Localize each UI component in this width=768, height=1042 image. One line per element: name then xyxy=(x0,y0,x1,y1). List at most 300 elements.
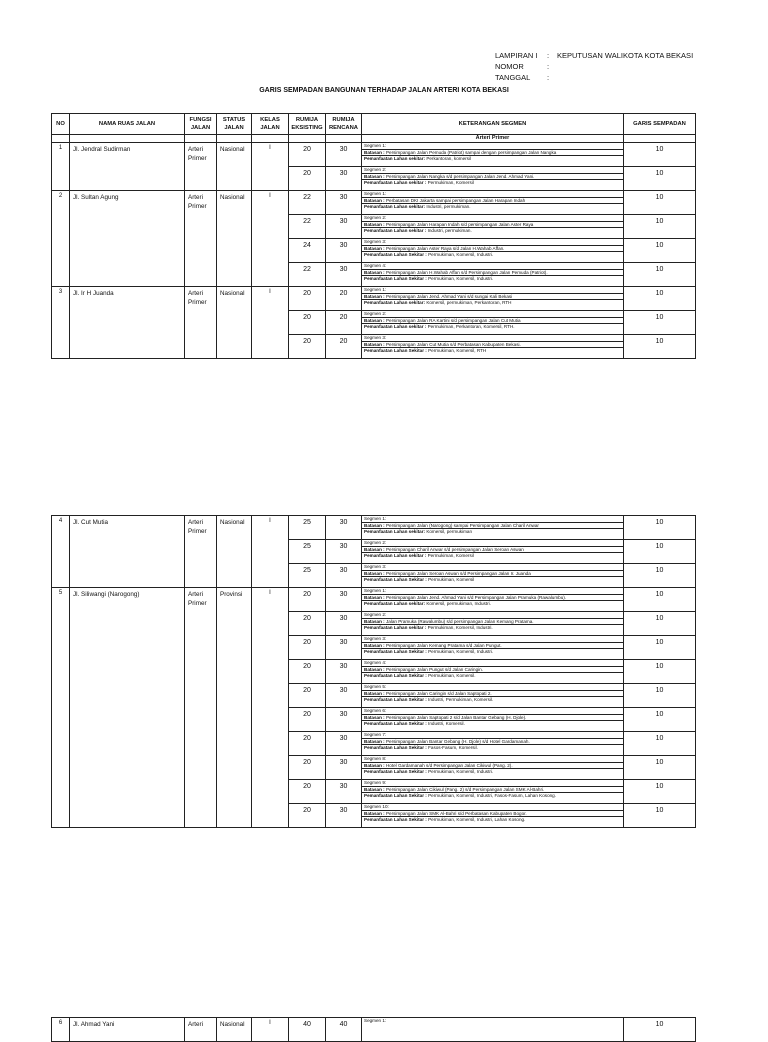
segment-pemanfaatan xyxy=(362,156,623,162)
segment-batasan xyxy=(362,571,623,578)
rumija-rencana: 30 xyxy=(326,756,362,780)
rumija-eksisting: 20 xyxy=(289,335,326,359)
segment-batasan xyxy=(362,318,623,325)
batasan-label: Batasan : xyxy=(364,317,385,323)
road-status: Nasional xyxy=(217,287,252,359)
pemanfaatan-label: Pemanfaatan Lahan sekitar: xyxy=(364,300,426,306)
garis-sempadan: 10 xyxy=(624,708,696,732)
segment-pemanfaatan xyxy=(362,228,623,234)
batasan-label: Batasan : xyxy=(364,269,385,275)
empty-cell xyxy=(326,135,362,143)
column-header: KELAS JALAN xyxy=(252,114,289,135)
road-name: Jl. Cut Mutia xyxy=(70,516,185,588)
pemanfaatan-label: Pemanfaatan Lahan Sekitar : xyxy=(364,348,427,354)
road-function: Arteri Primer xyxy=(185,588,217,828)
batasan-text: Persimpangan Jalan Kemang Pratama s/d Jalan Pungut. xyxy=(385,642,502,648)
table-row xyxy=(52,1018,696,1042)
pemanfaatan-label: Pemanfaatan Lahan Sekitar : xyxy=(364,769,427,775)
pemanfaatan-label: Pemanfaatan Lahan sekitar : xyxy=(364,324,427,330)
pemanfaatan-text: Industri, Komersil. xyxy=(428,721,465,727)
batasan-text: Persimpangan Jalan SMK Al-Bahri s/d Perbatasan Kabupaten Bogor. xyxy=(385,810,527,816)
rumija-eksisting: 25 xyxy=(289,564,326,588)
pemanfaatan-text: Fasos-Fasum, Komersil. xyxy=(428,745,478,751)
rumija-eksisting: 20 xyxy=(289,732,326,756)
segment-label: Segmen 8: xyxy=(362,756,623,763)
segment-description xyxy=(362,143,624,167)
segment-label: Segmen 3: xyxy=(362,636,623,643)
pemanfaatan-text: Permukiman, Komersil, Industri. xyxy=(428,252,494,258)
batasan-label: Batasan : xyxy=(364,149,385,155)
nomor-label: NOMOR xyxy=(495,62,524,71)
segment-description xyxy=(362,732,624,756)
road-number: 4 xyxy=(52,516,70,588)
pemanfaatan-label: Pemanfaatan Lahan sekitar: xyxy=(364,156,426,162)
segment-description xyxy=(362,516,624,540)
pemanfaatan-text: Komersil, permukiman, Perkantoran, RTH xyxy=(426,300,512,306)
segment-pemanfaatan xyxy=(362,553,623,559)
road-name: Jl. Ahmad Yani xyxy=(70,1018,185,1042)
batasan-label: Batasan : xyxy=(364,810,385,816)
column-header: RUMIJA RENCANA xyxy=(326,114,362,135)
segment-description xyxy=(362,263,624,287)
pemanfaatan-label: Pemanfaatan Lahan sekitar : xyxy=(364,625,427,631)
segment-description xyxy=(362,804,624,828)
garis-sempadan: 10 xyxy=(624,239,696,263)
segment-pemanfaatan xyxy=(362,745,623,751)
column-header: NO xyxy=(52,114,70,135)
batasan-text: Persimpangan Jalan RA Kartini s/d persimpangan Jalan Cut Mutia xyxy=(385,317,521,323)
segment-pemanfaatan xyxy=(362,180,623,186)
segment-label: Segmen 4: xyxy=(362,263,623,270)
arteri-primer-subheader: Arteri Primer xyxy=(362,135,624,143)
pemanfaatan-label: Pemanfaatan Lahan Sekitar : xyxy=(364,252,427,258)
garis-sempadan: 10 xyxy=(624,1018,696,1042)
road-function: Arteri Primer xyxy=(185,143,217,191)
segment-description xyxy=(362,564,624,588)
batasan-label: Batasan : xyxy=(364,341,385,347)
pemanfaatan-label: Pemanfaatan Lahan sekitar: xyxy=(364,529,426,535)
segment-pemanfaatan xyxy=(362,817,623,823)
segment-label: Segmen 2: xyxy=(362,612,623,619)
table-row xyxy=(52,143,696,167)
road-number: 5 xyxy=(52,588,70,828)
pemanfaatan-text: Komersil, permukiman, Industri. xyxy=(426,601,491,607)
subheader-row xyxy=(52,135,696,143)
rumija-rencana: 20 xyxy=(326,287,362,311)
segment-batasan xyxy=(362,763,623,770)
pemanfaatan-text: Permukiman, Komersil, Industri. xyxy=(428,769,494,775)
pemanfaatan-label: Pemanfaatan Lahan sekitar : xyxy=(364,180,427,186)
rumija-rencana: 40 xyxy=(326,1018,362,1042)
road-class: I xyxy=(252,287,289,359)
pemanfaatan-label: Pemanfaatan Lahan Sekitar : xyxy=(364,697,427,703)
rumija-eksisting: 22 xyxy=(289,191,326,215)
segment-batasan xyxy=(362,595,623,602)
road-class: I xyxy=(252,1018,289,1042)
road-number: 2 xyxy=(52,191,70,287)
garis-sempadan: 10 xyxy=(624,191,696,215)
rumija-rencana: 30 xyxy=(326,516,362,540)
segment-label: Segmen 10: xyxy=(362,804,623,811)
road-name: Jl. Jendral Sudirman xyxy=(70,143,185,191)
batasan-text: Persimpangan Jalan Seroan Aswan s/d Persimpangan Jalan Ir. Juanda xyxy=(385,570,531,576)
road-class: I xyxy=(252,191,289,287)
batasan-text: Persimpangan Jalan Jend. Ahmad Yani s/d sungai Kali Bekasi xyxy=(385,293,513,299)
rumija-rencana: 30 xyxy=(326,684,362,708)
batasan-label: Batasan : xyxy=(364,245,385,251)
segment-batasan xyxy=(362,739,623,746)
segment-description xyxy=(362,287,624,311)
tanggal-label: TANGGAL xyxy=(495,73,531,82)
batasan-text: Persimpangan Jalan Pemuda (Patriot) sampai dengan persimpangan Jalan Nangka xyxy=(385,149,557,155)
segment-label: Segmen 1: xyxy=(362,287,623,294)
segment-description xyxy=(362,540,624,564)
segment-pemanfaatan xyxy=(362,252,623,258)
segment-label: Segmen 1: xyxy=(362,516,623,523)
rumija-eksisting: 24 xyxy=(289,239,326,263)
empty-cell xyxy=(70,135,185,143)
batasan-label: Batasan : xyxy=(364,690,385,696)
batasan-label: Batasan : xyxy=(364,221,385,227)
segment-pemanfaatan xyxy=(362,649,623,655)
rumija-eksisting: 22 xyxy=(289,263,326,287)
segment-table xyxy=(51,1017,696,1042)
segment-batasan xyxy=(362,222,623,229)
segment-description xyxy=(362,167,624,191)
segment-description xyxy=(362,311,624,335)
rumija-eksisting: 25 xyxy=(289,540,326,564)
segment-description xyxy=(362,684,624,708)
segment-label: Segmen 2: xyxy=(362,215,623,222)
pemanfaatan-text: Permukiman, Komersil, Industri. xyxy=(428,276,494,282)
garis-sempadan: 10 xyxy=(624,612,696,636)
segment-label: Segmen 2: xyxy=(362,167,623,174)
rumija-eksisting: 40 xyxy=(289,1018,326,1042)
empty-cell xyxy=(624,135,696,143)
segment-pemanfaatan xyxy=(362,577,623,583)
segment-label: Segmen 5: xyxy=(362,684,623,691)
segment-table xyxy=(51,515,696,828)
road-function: Arteri Primer xyxy=(185,516,217,588)
segment-description xyxy=(362,756,624,780)
table-row xyxy=(52,287,696,311)
rumija-rencana: 30 xyxy=(326,636,362,660)
rumija-rencana: 30 xyxy=(326,708,362,732)
segment-description xyxy=(362,1018,624,1042)
rumija-rencana: 30 xyxy=(326,239,362,263)
segment-pemanfaatan xyxy=(362,276,623,282)
segment-description xyxy=(362,239,624,263)
rumija-rencana: 30 xyxy=(326,588,362,612)
table-row xyxy=(52,588,696,612)
rumija-eksisting: 20 xyxy=(289,167,326,191)
segment-batasan xyxy=(362,619,623,626)
road-name: Jl. Siliwangi (Narogong) xyxy=(70,588,185,828)
column-header: KETERANGAN SEGMEN xyxy=(362,114,624,135)
garis-sempadan: 10 xyxy=(624,588,696,612)
garis-sempadan: 10 xyxy=(624,311,696,335)
rumija-eksisting: 20 xyxy=(289,708,326,732)
pemanfaatan-label: Pemanfaatan Lahan Sekitar : xyxy=(364,649,427,655)
segment-pemanfaatan xyxy=(362,324,623,330)
rumija-rencana: 30 xyxy=(326,732,362,756)
lampiran-label: LAMPIRAN I xyxy=(495,51,538,60)
garis-sempadan: 10 xyxy=(624,660,696,684)
batasan-text: Persimpangan Jalan Jend. Ahmad Yani s/d Persimpangan Jalan Pramuka (Rawalumbu). xyxy=(385,594,567,600)
rumija-rencana: 30 xyxy=(326,540,362,564)
garis-sempadan: 10 xyxy=(624,167,696,191)
segment-pemanfaatan xyxy=(362,300,623,306)
segment-batasan xyxy=(362,150,623,157)
garis-sempadan: 10 xyxy=(624,732,696,756)
pemanfaatan-text: Komersil, permukiman xyxy=(426,529,473,535)
segment-batasan xyxy=(362,787,623,794)
document-title: GARIS SEMPADAN BANGUNAN TERHADAP JALAN ARTERI KOTA BEKASI xyxy=(259,87,509,94)
pemanfaatan-label: Pemanfaatan Lahan Sekitar : xyxy=(364,745,427,751)
rumija-eksisting: 20 xyxy=(289,143,326,167)
segment-label: Segmen 4: xyxy=(362,660,623,667)
column-header: RUMIJA EKSISTING xyxy=(289,114,326,135)
rumija-rencana: 30 xyxy=(326,780,362,804)
segment-batasan xyxy=(362,246,623,253)
batasan-text: Persimpangan Jalan H.Wahab Affan s/d Persimpangan Jalan Pemuda (Patriot). xyxy=(385,269,548,275)
segment-label: Segmen 3: xyxy=(362,239,623,246)
segment-pemanfaatan xyxy=(362,697,623,703)
rumija-eksisting: 20 xyxy=(289,588,326,612)
pemanfaatan-text: Permukiman, Komersil, Industri. xyxy=(427,625,493,631)
pemanfaatan-text: Perkantoran, komersil xyxy=(426,156,471,162)
pemanfaatan-label: Pemanfaatan Lahan Sekitar : xyxy=(364,817,427,823)
segment-pemanfaatan xyxy=(362,204,623,210)
road-function: Arteri Primer xyxy=(185,191,217,287)
segment-description xyxy=(362,215,624,239)
rumija-rencana: 30 xyxy=(326,564,362,588)
segment-batasan xyxy=(362,174,623,181)
empty-cell xyxy=(252,135,289,143)
segment-pemanfaatan xyxy=(362,625,623,631)
segment-label: Segmen 2: xyxy=(362,311,623,318)
batasan-text: Perbatasan DKI Jakarta sampai persimpangan Jalan Harapan Indah xyxy=(385,197,526,203)
segment-label: Segmen 6: xyxy=(362,708,623,715)
segment-batasan xyxy=(362,294,623,301)
batasan-text: Jalan Pramuka (Rawalumbu) s/d persimpangan Jalan Kemang Pratama. xyxy=(385,618,534,624)
road-number: 6 xyxy=(52,1018,70,1042)
garis-sempadan: 10 xyxy=(624,263,696,287)
pemanfaatan-text: Permukiman, Komersil xyxy=(427,180,474,186)
segment-label: Segmen 3: xyxy=(362,564,623,571)
batasan-text: Persimpangan Jalan Nangka s/d persimpangan Jalan Jend. Ahmad Yani. xyxy=(385,173,535,179)
garis-sempadan: 10 xyxy=(624,287,696,311)
rumija-eksisting: 20 xyxy=(289,287,326,311)
batasan-label: Batasan : xyxy=(364,666,385,672)
lampiran-value: KEPUTUSAN WALIKOTA KOTA BEKASI xyxy=(557,51,694,60)
batasan-label: Batasan : xyxy=(364,714,385,720)
batasan-label: Batasan : xyxy=(364,522,385,528)
segment-batasan xyxy=(362,811,623,818)
pemanfaatan-text: Industri, permukiman. xyxy=(426,204,471,210)
batasan-text: Persimpangan Jalan Caringin s/d Jalan Saptopati 2. xyxy=(385,690,492,696)
batasan-text: Persimpangan Jalan Saptopati 2 s/d Jalan Bantar Gebang (H. Djole). xyxy=(385,714,527,720)
segment-description xyxy=(362,335,624,359)
rumija-eksisting: 25 xyxy=(289,516,326,540)
segment-label: Segmen 1: xyxy=(364,1018,387,1023)
batasan-label: Batasan : xyxy=(364,570,385,576)
garis-sempadan: 10 xyxy=(624,143,696,167)
segment-batasan xyxy=(362,198,623,205)
rumija-eksisting: 20 xyxy=(289,780,326,804)
segment-pemanfaatan xyxy=(362,673,623,679)
pemanfaatan-label: Pemanfaatan Lahan sekitar : xyxy=(364,228,427,234)
garis-sempadan: 10 xyxy=(624,564,696,588)
segment-pemanfaatan xyxy=(362,769,623,775)
pemanfaatan-text: Permukiman, Komersil. xyxy=(428,673,476,679)
pemanfaatan-label: Pemanfaatan Lahan Sekitar : xyxy=(364,793,427,799)
rumija-eksisting: 20 xyxy=(289,636,326,660)
batasan-text: Persimpangan Jalan Harapan Indah s/d persimpangan Jalan Aster Raya xyxy=(385,221,534,227)
segment-batasan xyxy=(362,715,623,722)
rumija-rencana: 30 xyxy=(326,804,362,828)
batasan-label: Batasan : xyxy=(364,738,385,744)
garis-sempadan: 10 xyxy=(624,215,696,239)
pemanfaatan-text: Permukiman, Komersil xyxy=(427,553,474,559)
segment-label: Segmen 7: xyxy=(362,732,623,739)
pemanfaatan-label: Pemanfaatan Lahan Sekitar : xyxy=(364,673,427,679)
segment-description xyxy=(362,780,624,804)
table-row xyxy=(52,516,696,540)
segment-table xyxy=(51,113,696,359)
garis-sempadan: 10 xyxy=(624,804,696,828)
segment-batasan xyxy=(362,691,623,698)
batasan-label: Batasan : xyxy=(364,546,385,552)
road-number: 3 xyxy=(52,287,70,359)
batasan-label: Batasan : xyxy=(364,197,385,203)
pemanfaatan-text: Permukiman, Komersil xyxy=(428,577,475,583)
segment-pemanfaatan xyxy=(362,721,623,727)
batasan-text: Persimpangan Jalan Cut Mutia s/d Perbatasan Kabupaten Bekasi. xyxy=(385,341,521,347)
batasan-text: Persimpangan Jalan Pungut s/d Jalan Caringin. xyxy=(385,666,484,672)
pemanfaatan-label: Pemanfaatan Lahan sekitar: xyxy=(364,601,426,607)
rumija-eksisting: 20 xyxy=(289,660,326,684)
rumija-eksisting: 20 xyxy=(289,756,326,780)
rumija-eksisting: 20 xyxy=(289,612,326,636)
batasan-label: Batasan : xyxy=(364,786,385,792)
rumija-rencana: 30 xyxy=(326,215,362,239)
rumija-rencana: 30 xyxy=(326,191,362,215)
road-status: Nasional xyxy=(217,1018,252,1042)
document-header: LAMPIRAN I : KEPUTUSAN WALIKOTA KOTA BEKASI NOMOR : TANGGAL : xyxy=(495,51,694,82)
column-header: GARIS SEMPADAN xyxy=(624,114,696,135)
garis-sempadan: 10 xyxy=(624,780,696,804)
batasan-text: Persimpangan Jalan (Narogong) sampai Persimpangan Jalan Charil Anwar xyxy=(385,522,539,528)
segment-pemanfaatan xyxy=(362,529,623,535)
batasan-label: Batasan : xyxy=(364,173,385,179)
batasan-label: Batasan : xyxy=(364,642,385,648)
segment-label: Segmen 1: xyxy=(362,191,623,198)
rumija-rencana: 30 xyxy=(326,143,362,167)
pemanfaatan-text: Permukiman, Komersil, Industri. xyxy=(428,649,494,655)
segment-label: Segmen 1: xyxy=(362,588,623,595)
road-class: I xyxy=(252,143,289,191)
road-class: I xyxy=(252,516,289,588)
road-status: Nasional xyxy=(217,191,252,287)
batasan-label: Batasan : xyxy=(364,293,385,299)
column-header: STATUS JALAN xyxy=(217,114,252,135)
road-status: Nasional xyxy=(217,516,252,588)
pemanfaatan-label: Pemanfaatan Lahan Sekitar : xyxy=(364,577,427,583)
batasan-label: Batasan : xyxy=(364,594,385,600)
segment-batasan xyxy=(362,523,623,530)
rumija-rencana: 30 xyxy=(326,660,362,684)
empty-cell xyxy=(52,135,70,143)
pemanfaatan-label: Pemanfaatan Lahan Sekitar : xyxy=(364,276,427,282)
batasan-text: Persimpangan Jalan Cikiwul (Pang. 2) s/d Persimpangan Jalan SMK Al-Bahri. xyxy=(385,786,545,792)
segment-batasan xyxy=(362,547,623,554)
empty-cell xyxy=(185,135,217,143)
batasan-text: Persimpangan Charil Anwar s/d persimpangan Jalan Seroan Aswan xyxy=(385,546,524,552)
rumija-eksisting: 20 xyxy=(289,684,326,708)
rumija-eksisting: 20 xyxy=(289,311,326,335)
rumija-eksisting: 22 xyxy=(289,215,326,239)
rumija-eksisting: 20 xyxy=(289,804,326,828)
rumija-rencana: 30 xyxy=(326,263,362,287)
road-number: 1 xyxy=(52,143,70,191)
segment-batasan xyxy=(362,667,623,674)
garis-sempadan: 10 xyxy=(624,636,696,660)
segment-description xyxy=(362,191,624,215)
pemanfaatan-text: Permukiman, Komersil, Industri, Lahan Kosong. xyxy=(428,817,526,823)
table-row xyxy=(52,191,696,215)
pemanfaatan-label: Pemanfaatan Lahan sekitar : xyxy=(364,553,427,559)
road-name: Jl. Ir H Juanda xyxy=(70,287,185,359)
road-status: Nasional xyxy=(217,143,252,191)
rumija-rencana: 20 xyxy=(326,311,362,335)
road-name: Jl. Sultan Agung xyxy=(70,191,185,287)
segment-description xyxy=(362,588,624,612)
segment-label: Segmen 2: xyxy=(362,540,623,547)
pemanfaatan-label: Pemanfaatan Lahan sekitar: xyxy=(364,204,426,210)
table-header-row xyxy=(52,114,696,135)
road-class: I xyxy=(252,588,289,828)
segment-label: Segmen 9: xyxy=(362,780,623,787)
segment-description xyxy=(362,708,624,732)
pemanfaatan-text: Permukiman, Komersil, RTH xyxy=(428,348,487,354)
road-function: Arteri Primer xyxy=(185,287,217,359)
segment-pemanfaatan xyxy=(362,601,623,607)
batasan-label: Batasan : xyxy=(364,762,385,768)
empty-cell xyxy=(217,135,252,143)
pemanfaatan-label: Pemanfaatan Lahan Sekitar : xyxy=(364,721,427,727)
road-status: Provinsi xyxy=(217,588,252,828)
rumija-rencana: 30 xyxy=(326,167,362,191)
segment-pemanfaatan xyxy=(362,793,623,799)
rumija-rencana: 30 xyxy=(326,612,362,636)
garis-sempadan: 10 xyxy=(624,516,696,540)
road-function: Arteri xyxy=(185,1018,217,1042)
pemanfaatan-text: Industri, Permukiman, Komersil. xyxy=(428,697,494,703)
batasan-text: Hotel Gardamanah s/d Persimpangan Jalan Cikiwul (Pang. 2). xyxy=(385,762,513,768)
pemanfaatan-text: Permukiman, Perkantoran, Komersil, RTH. xyxy=(427,324,515,330)
column-header: FUNGSI JALAN xyxy=(185,114,217,135)
column-header: NAMA RUAS JALAN xyxy=(70,114,185,135)
rumija-rencana: 20 xyxy=(326,335,362,359)
garis-sempadan: 10 xyxy=(624,540,696,564)
segment-label: Segmen 3: xyxy=(362,335,623,342)
segment-label: Segmen 1: xyxy=(362,143,623,150)
pemanfaatan-text: Permukiman, Komersil, Industri, Fasos-Fasum, Lahan Kosong. xyxy=(428,793,557,799)
garis-sempadan: 10 xyxy=(624,684,696,708)
segment-pemanfaatan xyxy=(362,348,623,354)
segment-description xyxy=(362,660,624,684)
